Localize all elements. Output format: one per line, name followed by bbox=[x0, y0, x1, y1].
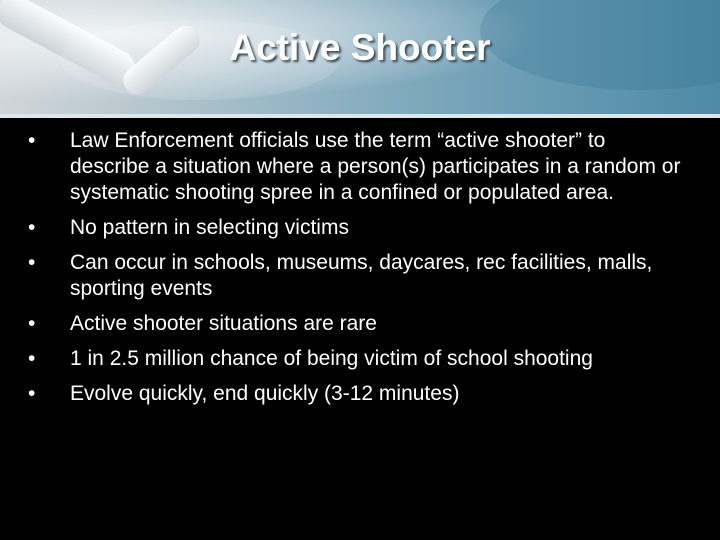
list-item bbox=[28, 346, 688, 372]
list-item bbox=[28, 381, 688, 407]
bullet-list bbox=[28, 128, 688, 416]
bullet-icon: • bbox=[28, 129, 36, 152]
slide-title: Active Shooter bbox=[229, 27, 491, 68]
bullet-text: Active shooter situations are rare bbox=[70, 312, 377, 335]
list-item bbox=[28, 215, 688, 241]
bullet-icon: • bbox=[28, 251, 36, 274]
bullet-icon: • bbox=[28, 312, 36, 335]
bullet-icon: • bbox=[28, 382, 36, 405]
bullet-text: Evolve quickly, end quickly (3-12 minutes) bbox=[70, 382, 460, 405]
header-banner bbox=[0, 0, 720, 114]
list-item bbox=[28, 311, 688, 337]
bullet-text: Law Enforcement officials use the term “active shooter” to describe a situation where a person(s) participates in a random or systematic shooting spree in a confined or populated area. bbox=[70, 129, 681, 204]
bullet-icon: • bbox=[28, 216, 36, 239]
list-item bbox=[28, 128, 688, 206]
bullet-text: 1 in 2.5 million chance of being victim of school shooting bbox=[70, 347, 593, 370]
header-divider bbox=[0, 114, 720, 118]
list-item bbox=[28, 250, 688, 302]
bullet-text: Can occur in schools, museums, daycares, rec facilities, malls, sporting events bbox=[70, 251, 653, 300]
bullet-text: No pattern in selecting victims bbox=[70, 216, 349, 239]
bullet-icon: • bbox=[28, 347, 36, 370]
